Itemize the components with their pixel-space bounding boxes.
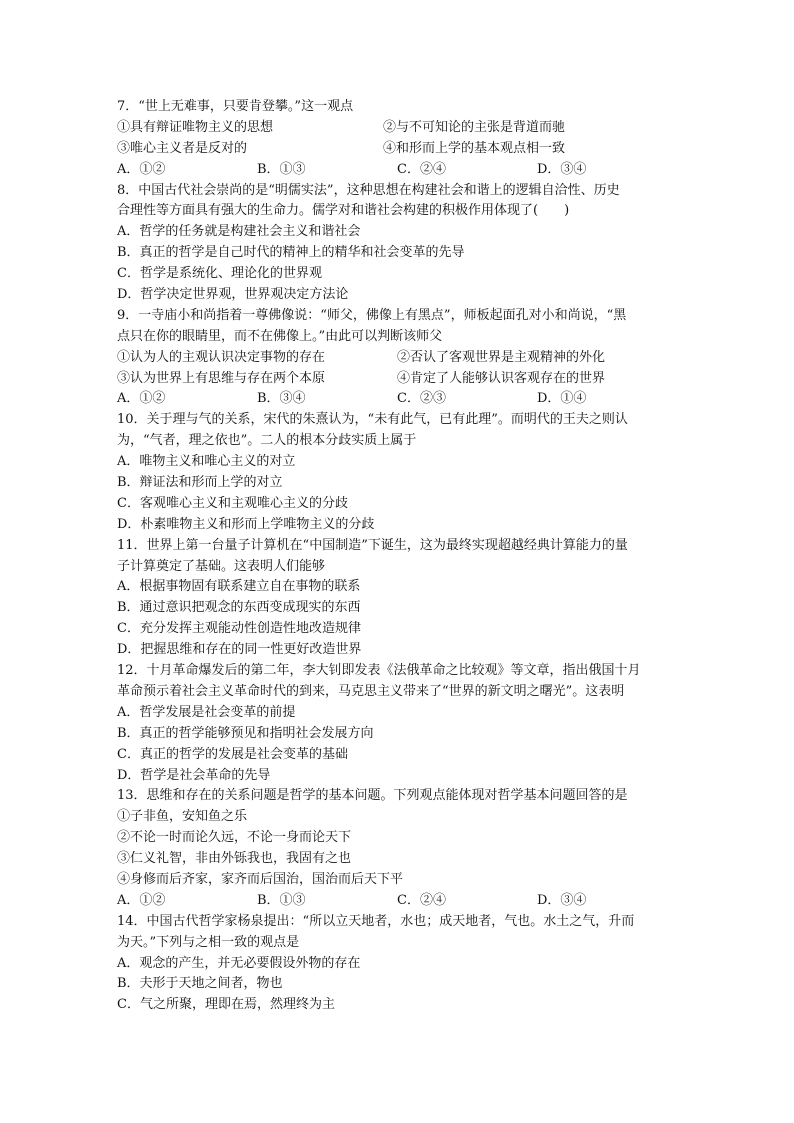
question-10-option-d: D．朴素唯物主义和形而上学唯物主义的分歧: [117, 516, 375, 532]
statement-1: ①具有辩证唯物主义的思想: [117, 119, 274, 135]
statement-1: ①认为人的主观认识决定事物的存在: [117, 349, 326, 365]
choice-b: B．③④: [257, 391, 306, 407]
question-12-option-d: D．哲学是社会革命的先导: [117, 767, 271, 783]
question-10-option-b: B．辩证法和形而上学的对立: [117, 475, 283, 491]
question-11-option-d: D．把握思维和存在的同一性更好改造世界: [117, 642, 362, 658]
question-14-option-b: B．夫形于天地之间者，物也: [117, 976, 283, 992]
question-9-choices: [117, 389, 677, 410]
question-10-stem-line-2: 为，“气者，理之依也”。二人的根本分歧实质上属于: [117, 433, 417, 449]
question-13-statement-4: ④身修而后齐家，家齐而后国治，国治而后天下平: [117, 871, 404, 887]
question-8-option-b: B．真正的哲学是自己时代的精神上的精华和社会变革的先导: [117, 245, 465, 261]
question-11-option-a: A．根据事物固有联系建立自在事物的联系: [117, 579, 361, 595]
question-14-stem-line-1: 14．中国古代哲学家杨泉提出：“所以立天地者，水也；成天地者，气也。水土之气，升而: [117, 913, 635, 929]
question-11-option-b: B．通过意识把观念的东西变成现实的东西: [117, 600, 361, 616]
statement-4: ④肯定了人能够认识客观存在的世界: [397, 370, 606, 386]
statement-2: ②与不可知论的主张是背道而驰: [383, 119, 566, 135]
question-14-option-c: C．气之所聚，理即在焉，然理终为主: [117, 997, 335, 1013]
question-8-option-c: C．哲学是系统化、理论化的世界观: [117, 266, 322, 282]
question-10-option-c: C．客观唯心主义和主观唯心主义的分歧: [117, 495, 348, 511]
question-8-stem-line-1: 8．中国古代社会崇尚的是“明儒实法”，这种思想在构建社会和谐上的逻辑自洽性、历史: [117, 182, 620, 198]
choice-a: A．①②: [117, 391, 166, 407]
choice-d: D．③④: [537, 892, 587, 908]
question-12-option-a: A．哲学发展是社会变革的前提: [117, 704, 296, 720]
question-12-stem-line-2: 革命预示着社会主义革命时代的到来，马克思主义带来了“世界的新文明之曙光”。这表明: [117, 683, 625, 699]
choice-d: D．①④: [537, 391, 587, 407]
question-11-option-c: C．充分发挥主观能动性创造性地改造规律: [117, 621, 361, 637]
choice-b: B．①③: [257, 161, 306, 177]
question-7-statements-row-2: [117, 139, 677, 160]
question-13-statement-3: ③仁义礼智，非由外铄我也，我固有之也: [117, 851, 352, 867]
question-14-stem-line-2: 为天。”下列与之相一致的观点是: [117, 934, 300, 950]
question-7-statements-row-1: [117, 118, 677, 139]
question-11-stem-line-2: 子计算奠定了基础。这表明人们能够: [117, 558, 326, 574]
question-9-statements-row-1: [117, 348, 677, 369]
question-9-statements-row-2: [117, 369, 677, 390]
statement-3: ③认为世界上有思维与存在两个本原: [117, 370, 326, 386]
question-7-stem: 7．“世上无难事，只要肯登攀。”这一观点: [117, 99, 354, 114]
question-13-statement-1: ①子非鱼，安知鱼之乐: [117, 809, 248, 825]
choice-c: C．②③: [397, 391, 446, 407]
question-10-option-a: A．唯物主义和唯心主义的对立: [117, 454, 296, 470]
statement-3: ③唯心主义者是反对的: [117, 140, 248, 156]
question-8-stem-line-2: 合理性等方面具有强大的生命力。儒学对和谐社会构建的积极作用体现了( ): [117, 203, 570, 219]
question-12-stem-line-1: 12．十月革命爆发后的第二年，李大钊即发表《法俄革命之比较观》等文章，指出俄国十月: [117, 663, 641, 679]
choice-a: A．①②: [117, 161, 166, 177]
choice-c: C．②④: [397, 161, 446, 177]
question-13-stem-line-1: 13．思维和存在的关系问题是哲学的基本问题。下列观点能体现对哲学基本问题回答的是: [117, 788, 628, 804]
question-9-stem-line-2: 点只在你的眼睛里，而不在佛像上。”由此可以判断该师父: [117, 328, 443, 344]
question-13-choices: [117, 891, 677, 912]
question-13-statement-2: ②不论一时而论久远，不论一身而论天下: [117, 830, 352, 846]
question-9-stem-line-1: 9．一寺庙小和尚指着一尊佛像说：“师父，佛像上有黑点”，师板起面孔对小和尚说，“黑: [117, 307, 627, 323]
question-12-option-c: C．真正的哲学的发展是社会变革的基础: [117, 746, 348, 762]
question-8-option-a: A．哲学的任务就是构建社会主义和谐社会: [117, 224, 361, 240]
statement-2: ②否认了客观世界是主观精神的外化: [397, 349, 606, 365]
question-12-option-b: B．真正的哲学能够预见和指明社会发展方向: [117, 725, 374, 741]
choice-c: C．②④: [397, 892, 446, 908]
question-8-option-d: D．哲学决定世界观，世界观决定方法论: [117, 287, 349, 303]
choice-b: B．①③: [257, 892, 306, 908]
exam-page: [117, 97, 677, 1016]
choice-d: D．③④: [537, 161, 587, 177]
statement-4: ④和形而上学的基本观点相一致: [383, 140, 566, 156]
question-11-stem-line-1: 11．世界上第一台量子计算机在“中国制造”下诞生，这为最终实现超越经典计算能力的量: [117, 537, 628, 553]
choice-a: A．①②: [117, 892, 166, 908]
question-10-stem-line-1: 10．关于理与气的关系，宋代的朱熹认为，“未有此气，已有此理”。而明代的王夫之则认: [117, 412, 628, 428]
question-14-option-a: A．观念的产生，并无必要假设外物的存在: [117, 955, 361, 971]
question-7-choices: [117, 160, 677, 181]
